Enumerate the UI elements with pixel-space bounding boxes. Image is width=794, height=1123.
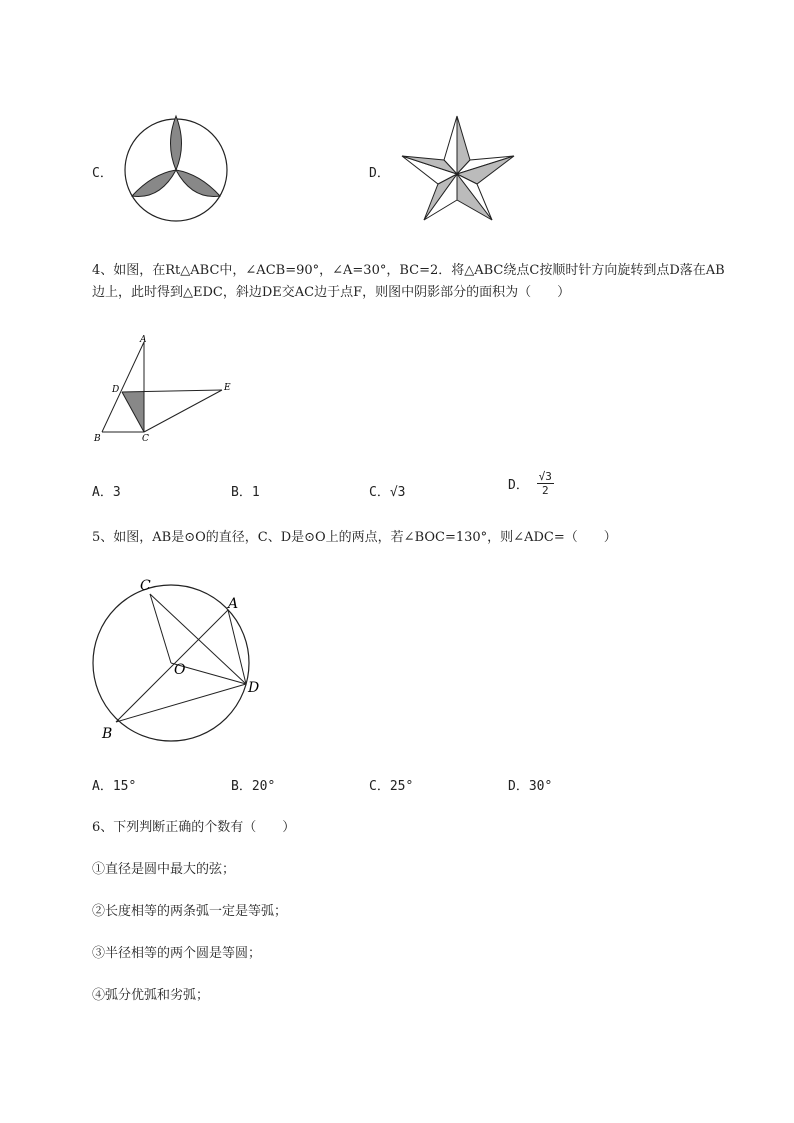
q4-label-c: C: [142, 434, 149, 444]
q4-option-b: B．1: [231, 485, 260, 500]
q4-figure: [88, 330, 248, 446]
q5-label-d: D: [248, 680, 260, 696]
q5-label-o: O: [174, 662, 186, 678]
q5-option-a: A．15°: [92, 779, 137, 794]
q5-label-a: A: [228, 596, 239, 612]
question-4-text: 4、如图，在Rt△ABC中，∠ACB=90°，∠A=30°，BC=2．将△ABC绕点C按顺时针方向旋转到点D落在AB边上，此时得到△EDC，斜边DE交AC边于点F，则图中阴影部分的面积为（ ）: [92, 263, 725, 300]
q5-label-b: B: [102, 726, 113, 742]
q3-option-c-figure: [120, 112, 232, 224]
q5-option-b: B．20°: [231, 779, 276, 794]
q6-item-3: ③半径相等的两个圆是等圆；: [92, 946, 262, 961]
q4-option-c: C．√3: [369, 485, 406, 500]
q6-item-2: ②长度相等的两条弧一定是等弧；: [92, 904, 288, 919]
q4-label-b: B: [94, 434, 101, 444]
q3-option-c-label: C．: [92, 166, 113, 181]
question-5-text: 5、如图，AB是⊙O的直径，C、D是⊙O上的两点，若∠BOC=130°，则∠ADC=（ ）: [92, 530, 617, 545]
q4-option-d: D． $\frac{√3}{2}$: [508, 470, 552, 497]
q5-figure: [88, 572, 278, 744]
q4-option-a: A．3: [92, 485, 121, 500]
q3-option-d-label: D．: [369, 166, 390, 181]
q5-option-c: C．25°: [369, 779, 414, 794]
q4-label-d: D: [112, 385, 120, 395]
q4-label-e: E: [224, 383, 231, 393]
q6-item-1: ①直径是圆中最大的弦；: [92, 862, 236, 877]
q4-label-a: A: [140, 335, 147, 345]
q5-label-c: C: [140, 578, 151, 594]
q6-item-4: ④弧分优弧和劣弧；: [92, 988, 210, 1003]
q3-option-d-figure: [400, 114, 516, 224]
question-6-text: 6、下列判断正确的个数有（ ）: [92, 820, 296, 835]
q5-option-d: D．30°: [508, 779, 553, 794]
